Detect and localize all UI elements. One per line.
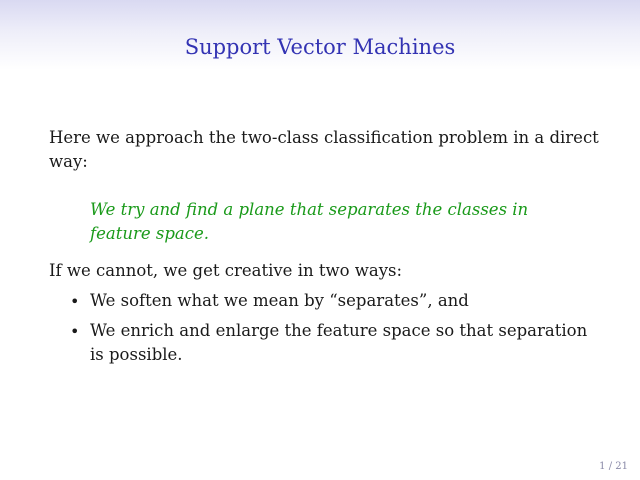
bullet-text: We soften what we mean by “separates”, and [90, 291, 469, 310]
bullet-text: We enrich and enlarge the feature space so that separation is possible. [90, 321, 588, 364]
page-number: 1 / 21 [599, 461, 628, 472]
bullet-item [64, 289, 604, 313]
slide-title: Support Vector Machines [184, 35, 456, 59]
bullet-item [64, 319, 604, 367]
secondary-paragraph: If we cannot, we get creative in two ways: [49, 261, 403, 280]
bullet-dot-icon: • [70, 292, 80, 311]
highlighted-statement: We try and find a plane that separates the classes in feature space. [90, 200, 529, 243]
bullet-list [64, 289, 604, 373]
bullet-dot-icon: • [70, 322, 80, 341]
intro-paragraph: Here we approach the two-class classification problem in a direct way: [49, 128, 599, 171]
